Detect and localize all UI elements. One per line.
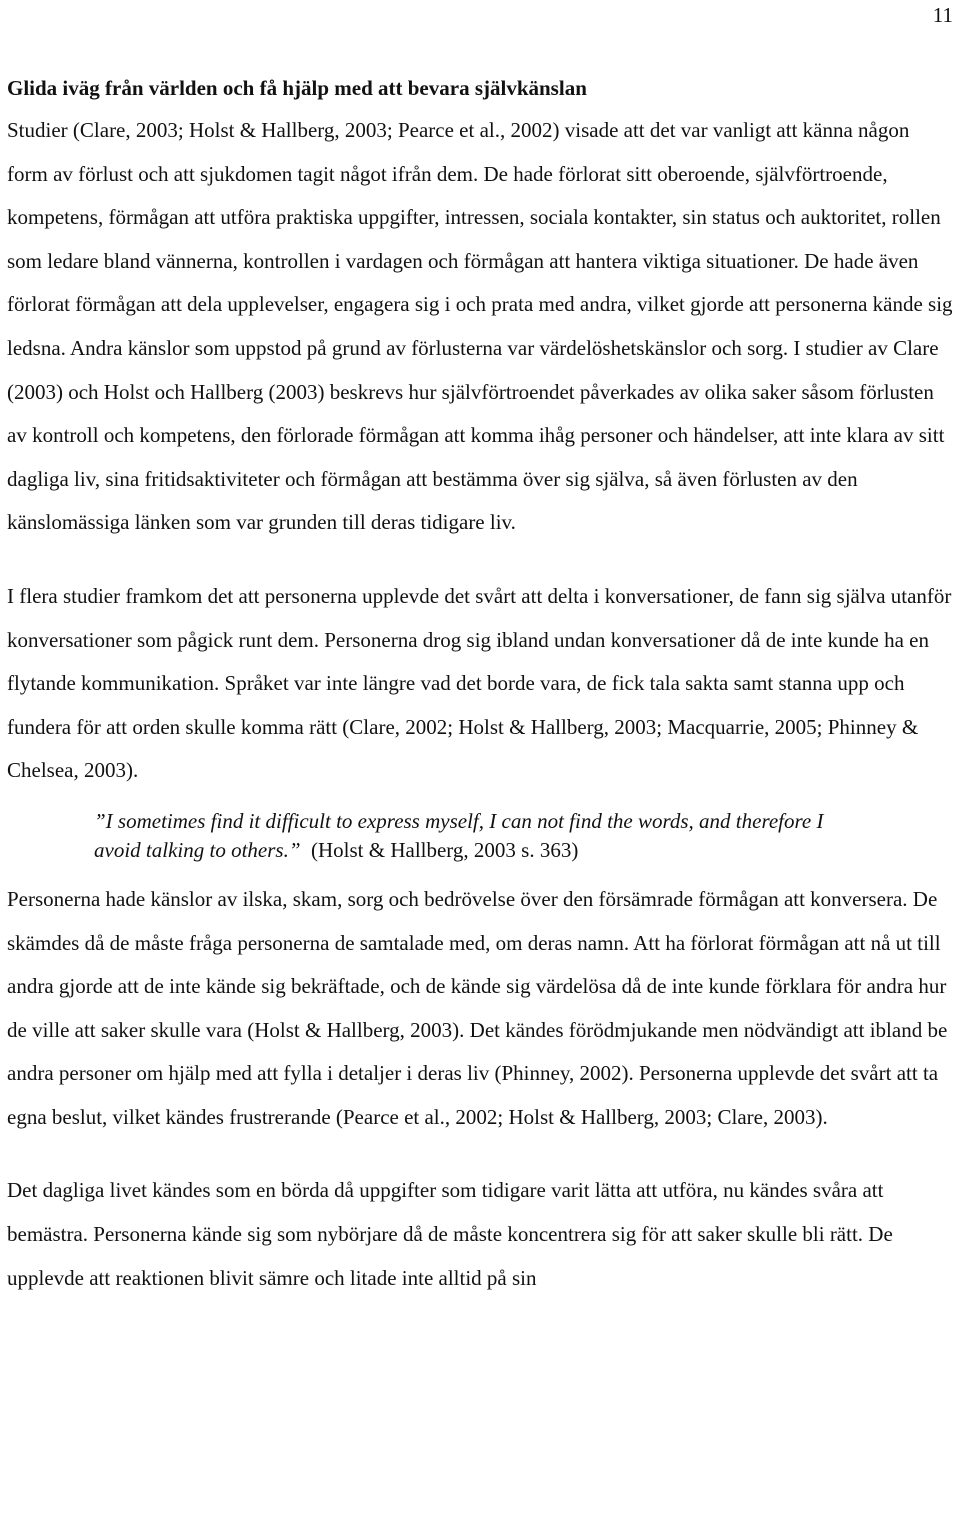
paragraph-emotions: Personerna hade känslor av ilska, skam, sorg och bedrövelse över den försämrade förmågan att konversera. De skämdes då de måste fråga personerna de samtalade med, om deras namn. Att ha förlorat förmågan att nå ut till andra gjorde att de inte kände sig bekräftade, och de kände sig värdelösa då de inte kunde förklara för andra hur de ville att saker skulle vara (Holst & Hallberg, 2003). Det kändes förödmjukande men nödvändigt att ibland be andra personer om hjälp med att fylla i detaljer i deras liv (Phinney, 2002). Personerna upplevde det svårt att ta egna beslut, vilket kändes frustrerande (Pearce et al., 2002; Holst & Hallberg, 2003; Clare, 2003). [7, 886, 948, 1129]
page-number: 11 [932, 3, 953, 27]
quote-text: ”I sometimes find it difficult to express myself, I can not find the words, and therefore I avoid talking to others.” [94, 808, 824, 862]
paragraph-conversations: I flera studier framkom det att personerna upplevde det svårt att delta i konversationer, de fann sig själva utanför konversationer som pågick runt dem. Personerna drog sig ibland undan konversationer då de inte kunde ha en flytande kommunikation. Språket var inte längre vad det borde vara, de fick tala sakta samt stanna upp och fundera för att orden skulle komma rätt (Clare, 2002; Holst & Hallberg, 2003; Macquarrie, 2005; Phinney & Chelsea, 2003). [7, 583, 952, 783]
block-quote [94, 807, 874, 865]
paragraph-spacer [7, 1139, 955, 1169]
section-heading: Glida iväg från världen och få hjälp med att bevara självkänslan [7, 76, 587, 100]
paragraph-daily-life: Det dagliga livet kändes som en börda då uppgifter som tidigare varit lätta att utföra, nu kändes svåra att bemästra. Personerna kände sig som nybörjare då de måste koncentrera sig för att saker skulle bli rätt. De upplevde att reaktionen blivit sämre och litade inte alltid på sin [7, 1178, 893, 1290]
document-body [7, 68, 955, 1300]
paragraph-spacer [7, 545, 955, 575]
paragraph-losses: Studier (Clare, 2003; Holst & Hallberg, 2003; Pearce et al., 2002) visade att det var vanligt att känna någon form av förlust och att sjukdomen tagit något ifrån dem. De hade förlorat sitt oberoende, självförtroende, kompetens, förmågan att utföra praktiska uppgifter, intressen, sociala kontakter, sin status och auktoritet, rollen som ledare bland vännerna, kontrollen i vardagen och förmågan att hantera viktiga situationer. De hade även förlorat förmågan att dela upplevelser, engagera sig i och prata med andra, vilket gjorde att personerna kände sig ledsna. Andra känslor som uppstod på grund av förlusterna var värdelöshetskänslor och sorg. I studier av Clare (2003) och Holst och Hallberg (2003) beskrevs hur självförtroendet påverkades av olika saker såsom förlusten av kontroll och kompetens, den förlorade förmågan att komma ihåg personer och händelser, att inte klara av sitt dagliga liv, sina fritidsaktiviteter och förmågan att bestämma över sig själva, så även förlusten av den känslomässiga länken som var grunden till deras tidigare liv. [7, 118, 953, 535]
quote-citation: (Holst & Hallberg, 2003 s. 363) [311, 837, 579, 862]
